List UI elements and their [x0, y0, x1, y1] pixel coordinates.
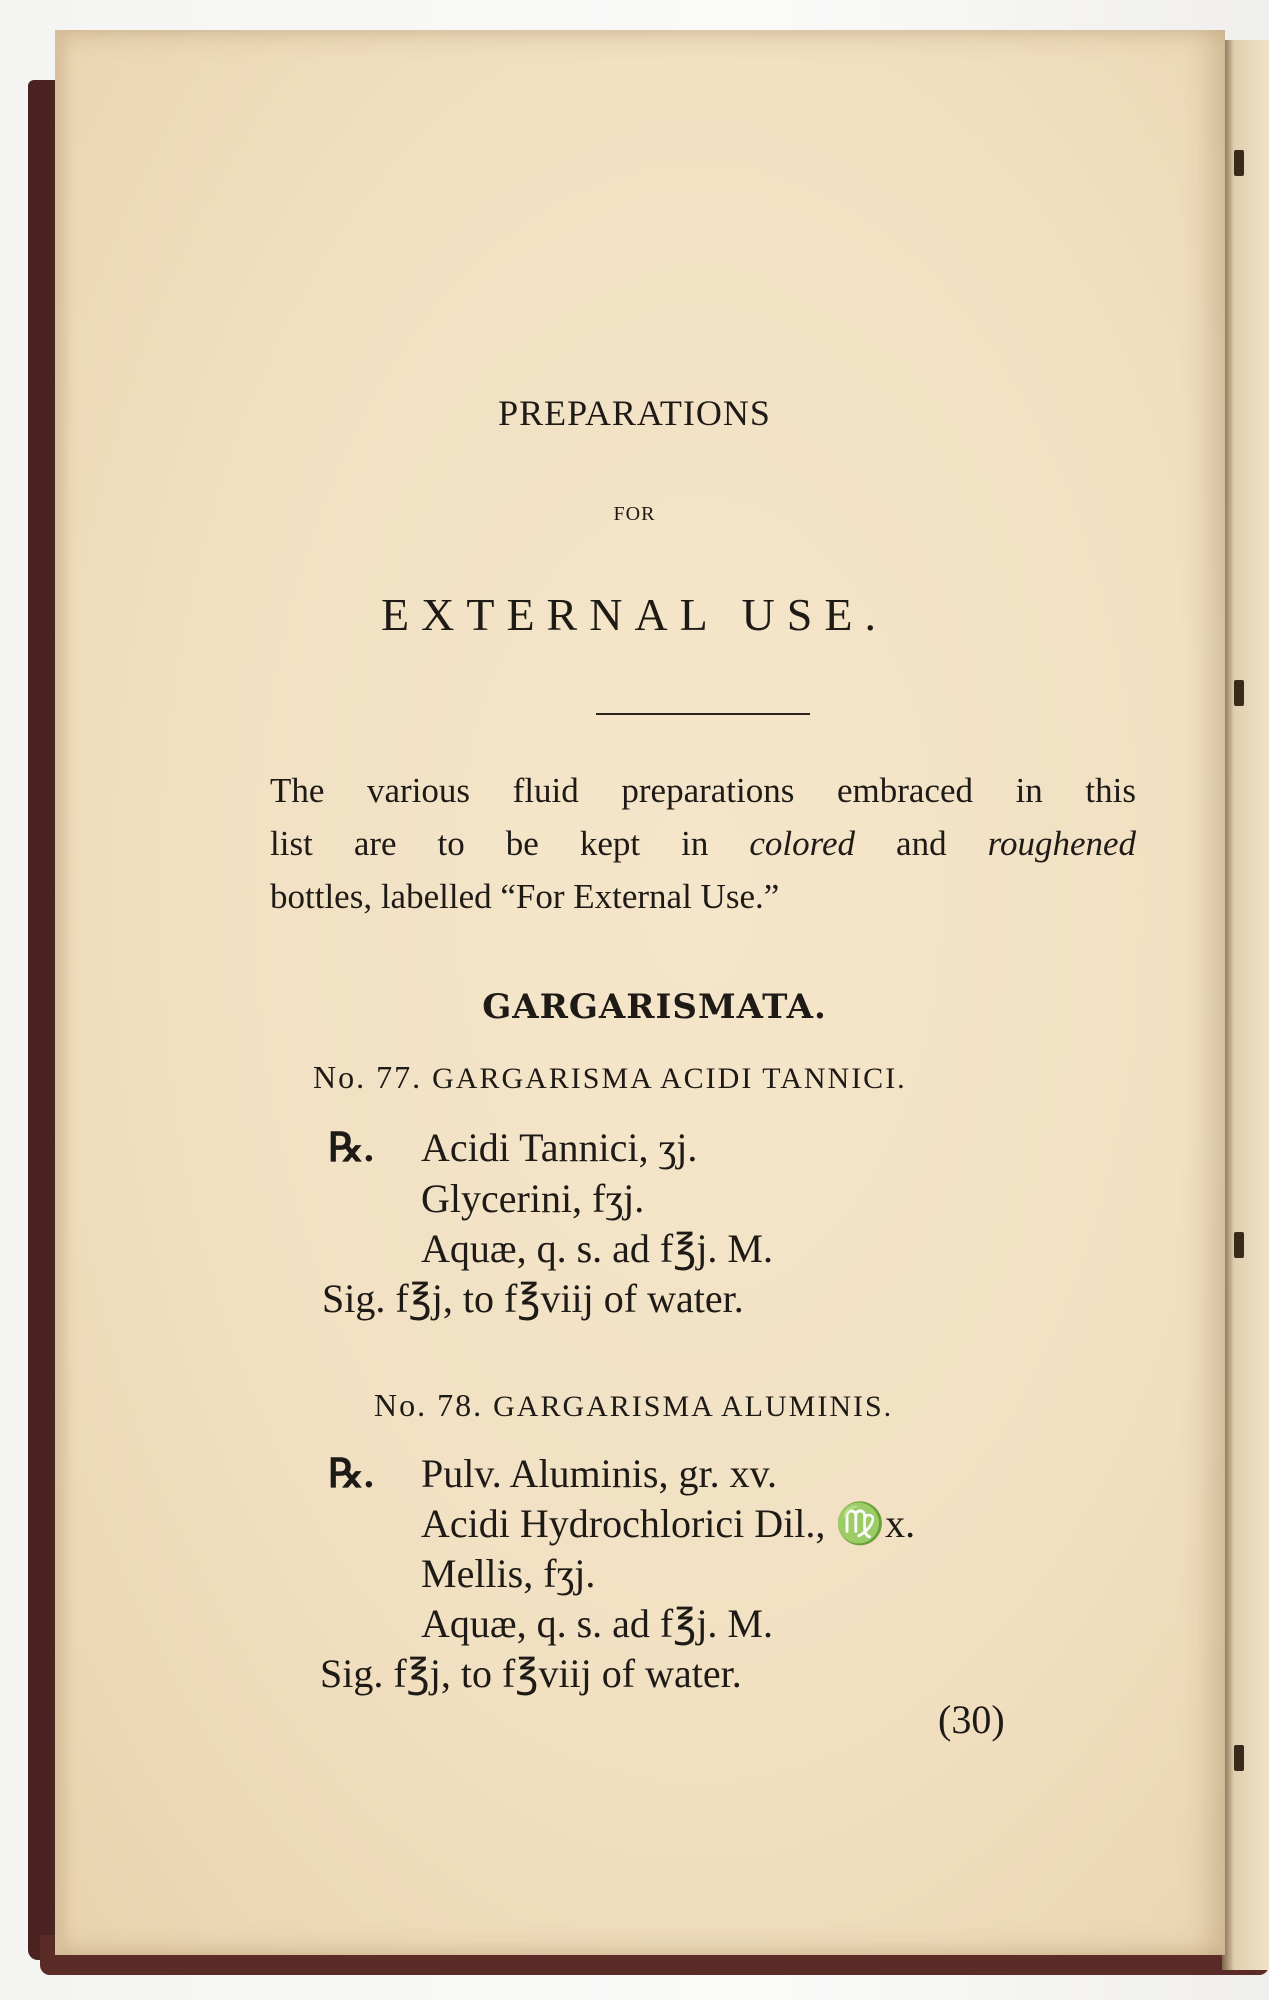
binding-stitch [1234, 1745, 1244, 1771]
recipe-78-title [374, 1387, 893, 1424]
recipe-78-name: GARGARISMA ALUMINIS. [493, 1390, 894, 1423]
intro-emphasis-colored: colored [749, 824, 856, 863]
recipe-78-ingredient: Acidi Hydrochlorici Dil., ♍x. [421, 1501, 916, 1546]
intro-line-2-text-a: list are to be kept in [270, 824, 709, 863]
page-number: (30) [938, 1697, 1005, 1742]
recipe-77-name: GARGARISMA ACIDI TANNICI. [432, 1062, 907, 1095]
heading-divider-rule [596, 713, 810, 715]
recipe-78-signa: Sig. f℥j, to f℥viij of water. [320, 1651, 742, 1696]
recipe-77-signa: Sig. f℥j, to f℥viij of water. [322, 1276, 744, 1321]
recipe-77-title [313, 1059, 907, 1096]
recipe-77-number: No. 77. [313, 1059, 423, 1095]
intro-paragraph [270, 764, 1136, 923]
intro-line-3: bottles, labelled “For External Use.” [270, 877, 780, 916]
binding-stitch [1234, 680, 1244, 706]
recipe-77-ingredient: Glycerini, fʒj. [421, 1176, 645, 1221]
recipe-77-ingredient: Acidi Tannici, ʒj. [421, 1125, 698, 1170]
recipe-78-ingredient: Mellis, fʒj. [421, 1551, 596, 1596]
intro-line-1: The various fluid preparations embraced in this [270, 771, 1136, 810]
binding-stitch [1234, 1232, 1244, 1258]
page-heading-line3: EXTERNAL USE. [381, 589, 888, 640]
recipe-77-rx-symbol: ℞. [328, 1125, 374, 1170]
recipe-78-rx-symbol: ℞. [328, 1451, 374, 1496]
intro-emphasis-roughened: roughened [987, 824, 1137, 863]
section-title: GARGARISMATA. [482, 987, 827, 1027]
intro-line-2-text-c: and [896, 824, 947, 863]
page-heading-line2: FOR [613, 503, 656, 525]
binding-stitch [1234, 150, 1244, 176]
page-heading-line1: PREPARATIONS [498, 393, 771, 433]
recipe-78-ingredient: Aquæ, q. s. ad f℥j. M. [421, 1601, 773, 1646]
recipe-77-ingredient: Aquæ, q. s. ad f℥j. M. [421, 1226, 773, 1271]
recipe-78-number: No. 78. [374, 1387, 484, 1423]
recipe-78-ingredient: Pulv. Aluminis, gr. xv. [421, 1451, 777, 1496]
intro-line-2 [270, 817, 1136, 870]
